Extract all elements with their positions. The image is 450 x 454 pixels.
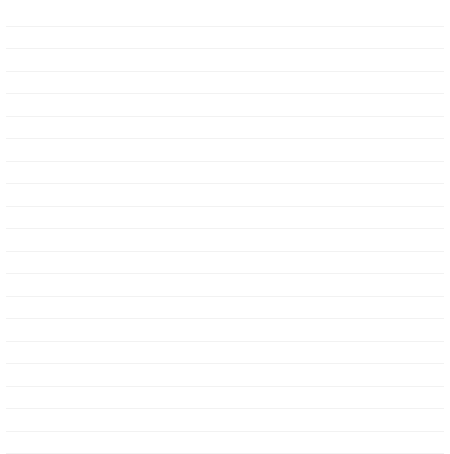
text-line	[6, 319, 444, 342]
text-line	[6, 139, 444, 162]
text-line	[6, 252, 444, 275]
text-line	[6, 387, 444, 410]
text-line	[6, 4, 444, 27]
text-line	[6, 94, 444, 117]
text-line	[6, 229, 444, 252]
text-line	[6, 297, 444, 320]
text-line	[6, 342, 444, 365]
text-line	[6, 364, 444, 387]
text-line	[6, 184, 444, 207]
text-line	[6, 49, 444, 72]
text-line	[6, 274, 444, 297]
text-line	[6, 27, 444, 50]
text-line	[6, 117, 444, 140]
text-line	[6, 207, 444, 230]
text-line	[6, 72, 444, 95]
text-line	[6, 409, 444, 432]
text-line	[6, 162, 444, 185]
text-line	[6, 432, 444, 454]
